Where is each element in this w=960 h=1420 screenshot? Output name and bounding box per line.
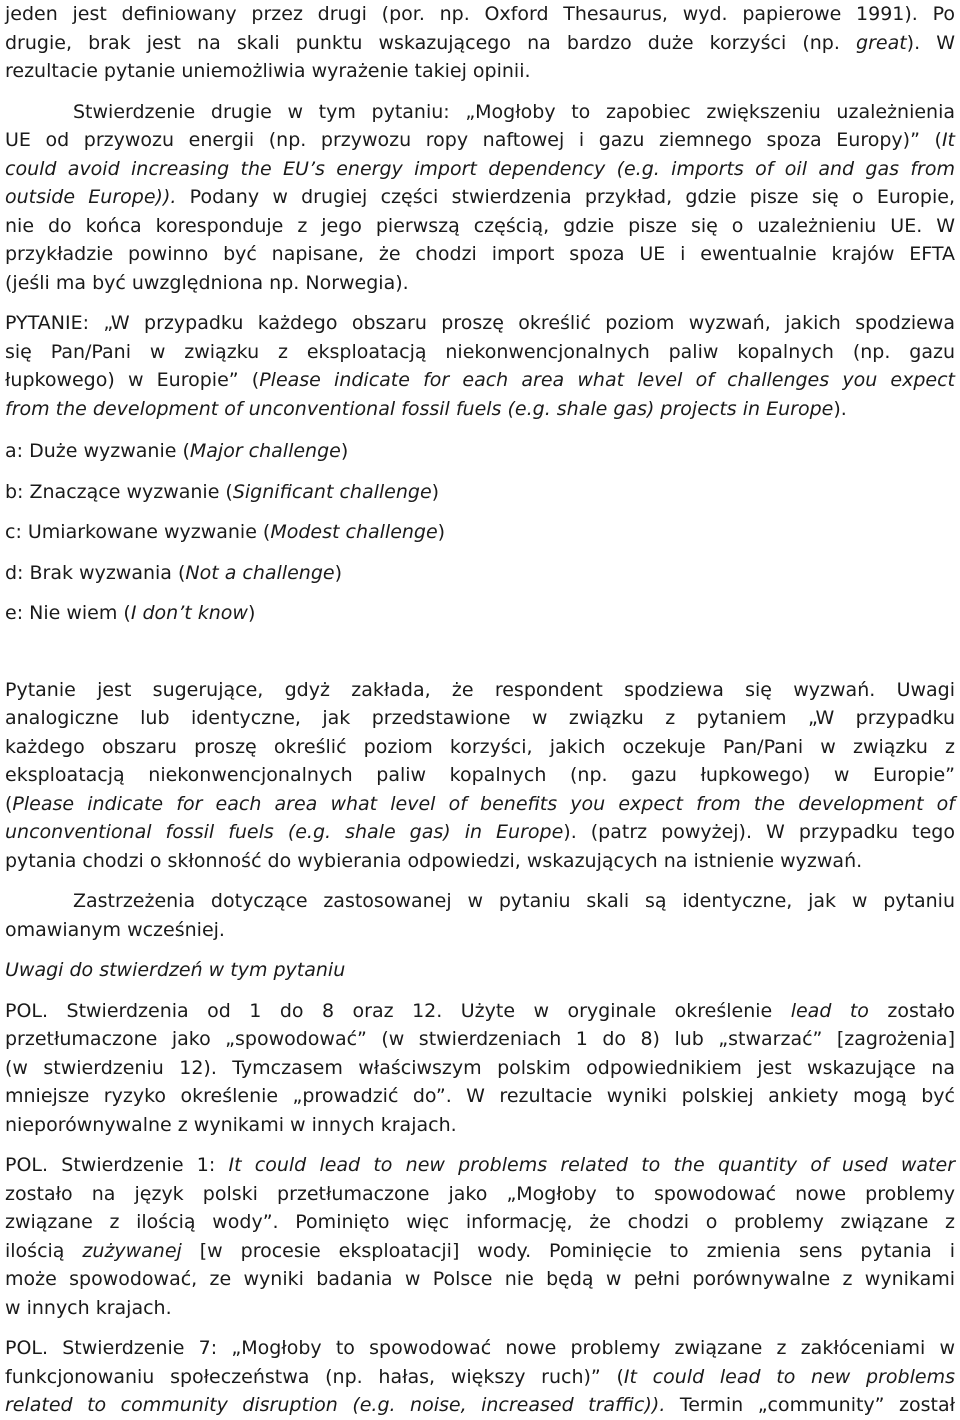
text-line: Pytanie jest sugerujące, gdyż zakłada, że respondent spodziewa się wyzwań. Uwagi	[5, 678, 955, 701]
text-line: PYTANIE: „W przypadku każdego obszaru proszę określić poziom wyzwań, jakich spodziewa	[5, 312, 955, 334]
text-line: Stwierdzenie drugie w tym pytaniu: „Mogłoby to zapobiec zwiększeniu uzależnienia	[73, 100, 955, 123]
text-line: może spowodować, ze wyniki badania w Polsce nie będą w pełni porównywalne z wynikami	[5, 1268, 955, 1290]
text-line: się Pan/Pani w związku z eksploatacją niekonwencjonalnych paliw kopalnych (np. gazu	[5, 340, 955, 363]
text-line: funkcjonowaniu społeczeństwa (np. hałas, większy ruch)” (It could lead to new problems	[5, 1365, 955, 1388]
text-line: drugie, brak jest na skali punktu wskazującego na bardzo duże korzyści (np. great). W	[5, 31, 956, 54]
answer-option-e: e: Nie wiem (I don’t know)	[5, 602, 256, 624]
text-line: POL. Stwierdzenia od 1 do 8 oraz 12. Użyte w oryginale określenie lead to zostało	[5, 999, 956, 1022]
text-line: pytania chodzi o skłonność do wybierania odpowiedzi, wskazujących na istnienie wyzwań.	[5, 849, 863, 872]
text-line: zostało na język polski przetłumaczone jako „Mogłoby to spowodować nowe problemy	[5, 1182, 955, 1205]
text-line: (w stwierdzeniu 12). Tymczasem właściwszym polskim odpowiednikiem jest wskazujące na	[5, 1056, 955, 1079]
text-line: związane z ilością wody”. Pominięto więc informację, że chodzi o problemy związane z	[5, 1211, 955, 1233]
text-line: rezultacie pytanie uniemożliwia wyrażenie takiej opinii.	[5, 60, 531, 82]
paragraph-scale-critique	[5, 0, 955, 86]
paragraph-statement-1	[5, 1151, 955, 1322]
text-line: ilością zużywanej [w procesie eksploatacji] wody. Pominięcie to zmienia sens pytania i	[5, 1239, 955, 1262]
text-line: analogiczne lub identyczne, jak przedstawione w związku z pytaniem „W przypadku	[5, 707, 955, 729]
text-line: w innych krajach.	[5, 1296, 172, 1319]
text-line: nie do końca koresponduje z jego pierwszą częścią, gdzie pisze się o uzależnieniu UE. W	[5, 214, 955, 237]
text-line: mniejsze ryzyko określenie „prowadzić do”. W rezultacie wyniki polskiej ankiety mogą być	[5, 1085, 955, 1107]
paragraph-scale-reservations	[5, 887, 955, 944]
text-line: (jeśli ma być uwzględniona np. Norwegia).	[5, 271, 409, 294]
section-heading: Uwagi do stwierdzeń w tym pytaniu	[5, 959, 346, 981]
answer-option-c: c: Umiarkowane wyzwanie (Modest challenge)	[5, 521, 446, 543]
text-line: POL. Stwierdzenie 7: „Mogłoby to spowodować nowe problemy związane z zakłóceniami w	[5, 1337, 955, 1359]
text-line: przykładzie powinno być napisane, że chodzi import spoza UE i ewentualnie krajów EFTA	[5, 243, 955, 265]
answer-option-d: d: Brak wyzwania (Not a challenge)	[5, 561, 342, 584]
answer-option-a: a: Duże wyzwanie (Major challenge)	[5, 440, 349, 462]
paragraph-statement-two	[5, 98, 955, 298]
text-line: Zastrzeżenia dotyczące zastosowanej w pytaniu skali są identyczne, jak w pytaniu	[73, 890, 955, 912]
text-line: każdego obszaru proszę określić poziom korzyści, jakich oczekuje Pan/Pani w związku z	[5, 735, 955, 758]
text-line: nieporównywalne z wynikami w innych krajach.	[5, 1113, 457, 1136]
text-line: from the development of unconventional fossil fuels (e.g. shale gas) projects in Europe).	[5, 397, 847, 420]
text-line: omawianym wcześniej.	[5, 918, 225, 941]
text-line: related to community disruption (e.g. noise, increased traffic)). Termin „community” został	[5, 1394, 956, 1416]
text-line: jeden jest definiowany przez drugi (por. np. Oxford Thesaurus, wyd. papierowe 1991). Po	[5, 3, 955, 25]
paragraph-leading-question	[5, 676, 955, 876]
paragraph-question	[5, 309, 955, 423]
text-line: eksploatacją niekonwencjonalnych paliw kopalnych (np. gazu łupkowego) w Europie”	[5, 764, 955, 786]
answer-option-b: b: Znaczące wyzwanie (Significant challenge)	[5, 480, 440, 503]
paragraph-statements-1-8-12	[5, 997, 955, 1140]
text-line: could avoid increasing the EU’s energy import dependency (e.g. imports of oil and gas from	[5, 157, 955, 180]
text-line: (Please indicate for each area what level of benefits you expect from the development of	[5, 792, 955, 815]
paragraph-statement-7	[5, 1334, 955, 1420]
text-line: przetłumaczone jako „spowodować” (w stwierdzeniach 1 do 8) lub „stwarzać” [zagrożenia]	[5, 1028, 955, 1050]
text-line: outside Europe)). Podany w drugiej części stwierdzenia przykład, gdzie pisze się o Europie,	[5, 186, 955, 208]
text-line: unconventional fossil fuels (e.g. shale gas) in Europe). (patrz powyżej). W przypadku tego	[5, 821, 955, 843]
text-line: POL. Stwierdzenie 1: It could lead to new problems related to the quantity of used water	[5, 1154, 955, 1176]
text-line: UE od przywozu energii (np. przywozu ropy naftowej i gazu ziemnego spoza Europy)” (It	[5, 129, 955, 151]
text-line: łupkowego) w Europie” (Please indicate for each area what level of challenges you expect	[5, 369, 955, 391]
